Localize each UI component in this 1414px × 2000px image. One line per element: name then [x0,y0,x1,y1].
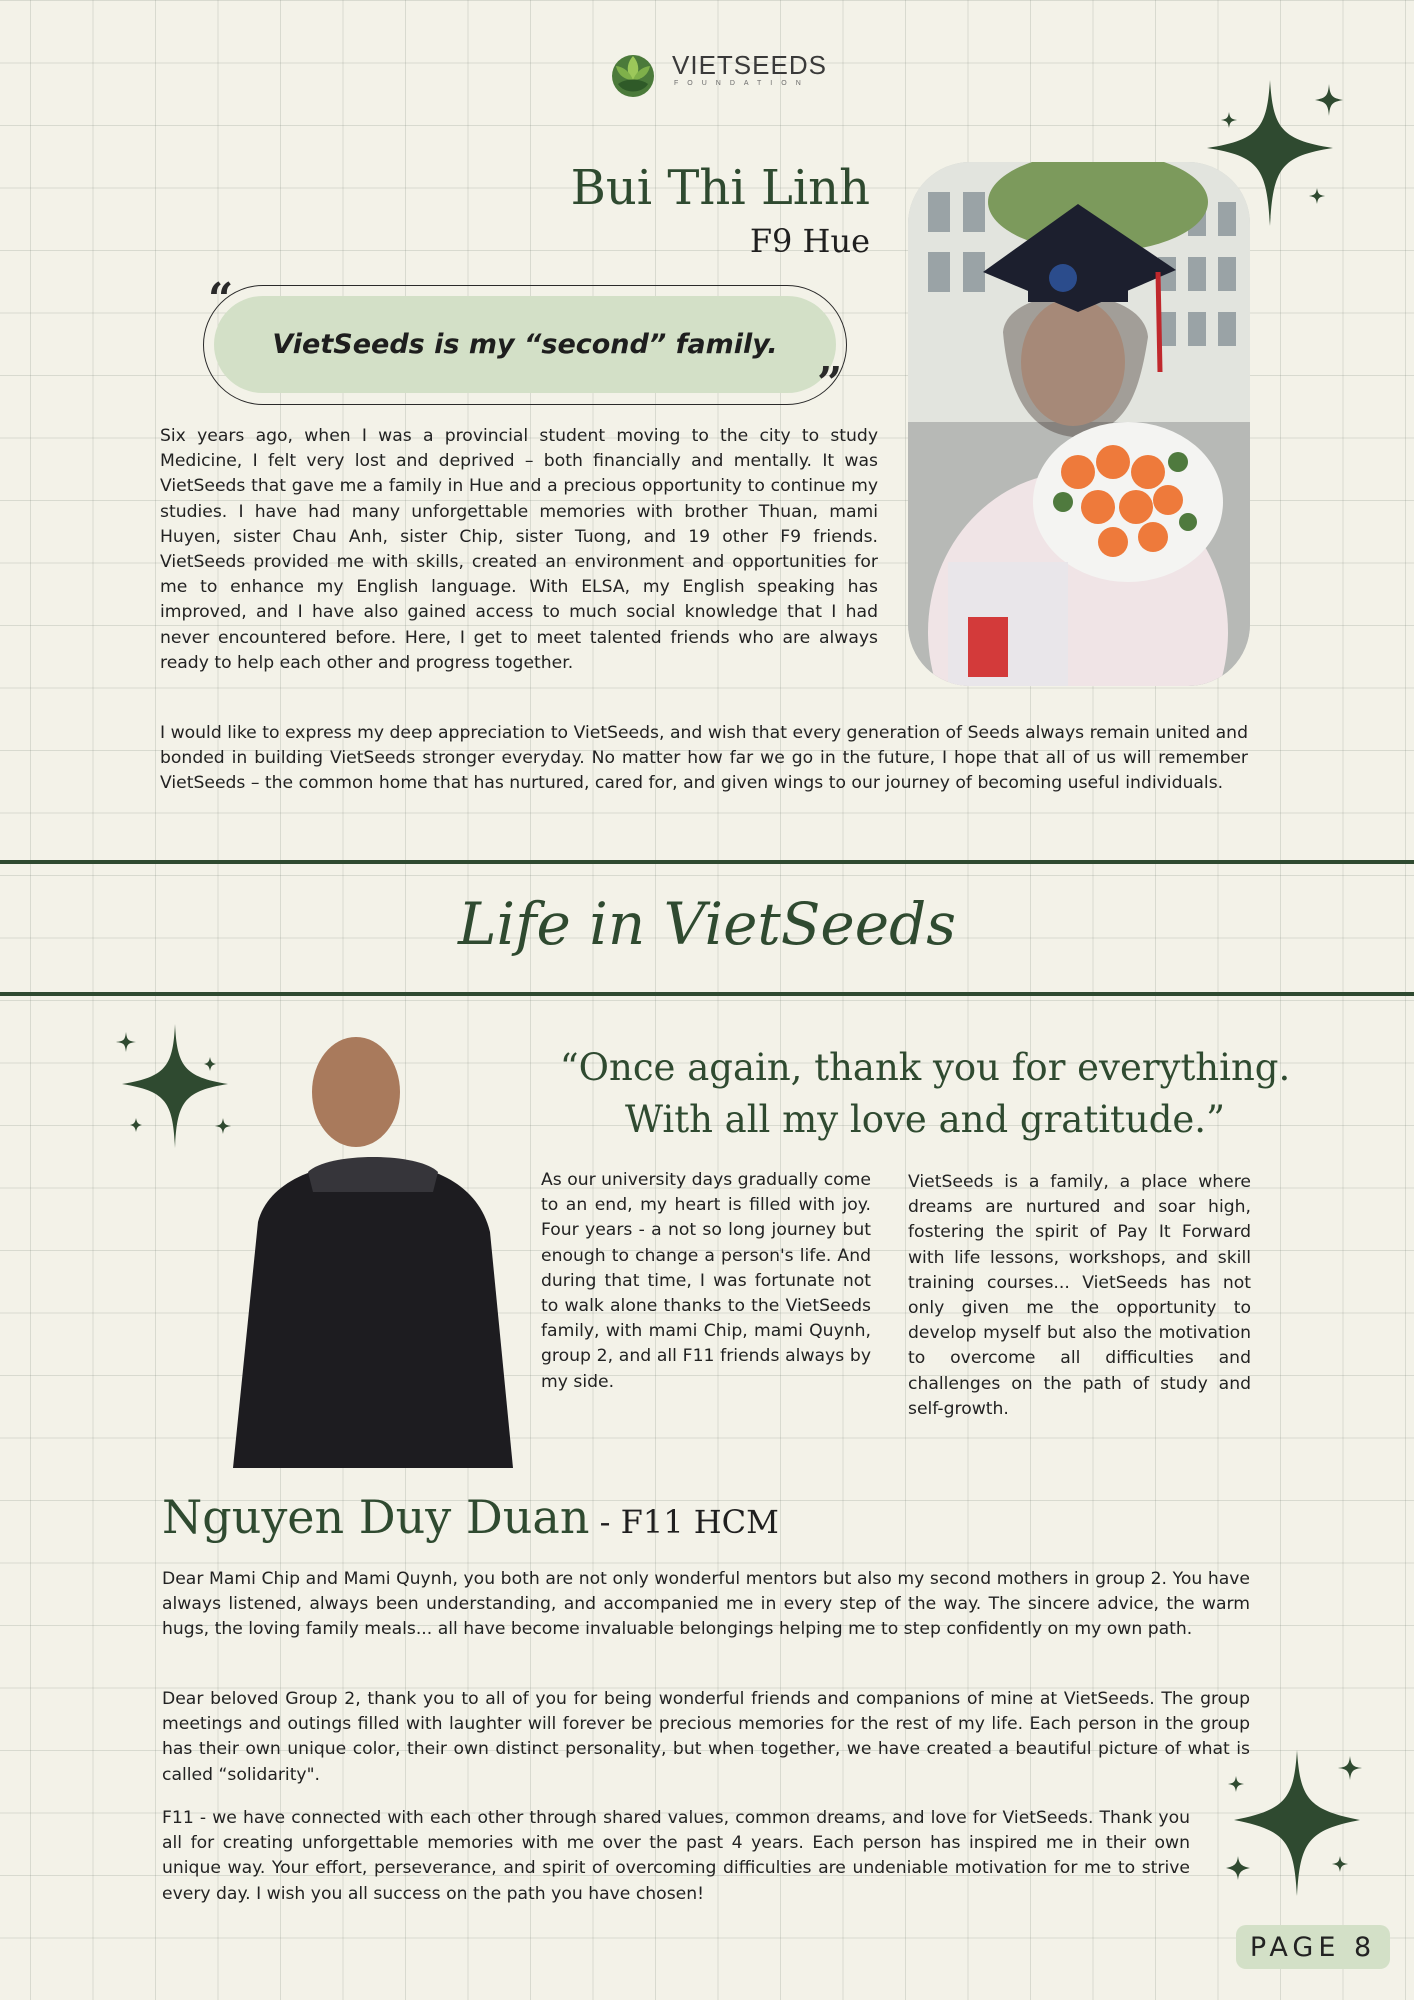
gratitude-quote [540,1042,1310,1146]
quote-pill [214,296,836,393]
sparkle-icon [110,1022,240,1152]
profile1-cohort: F9 Hue [749,222,870,260]
profile2-name: Nguyen Duy Duan [162,1490,590,1544]
open-quote-icon: “ [208,274,234,325]
profile1-paragraph-1: Six years ago, when I was a provincial student moving to the city to study Medicine, I felt very lost and deprived – both financially and mentally. It was VietSeeds that gave me a family in Hue and a precious opportunity to continue my studies. I have had many unforgettable memories with brother Thuan, mami Huyen, sister Chau Anh, sister Chip, sister Tuong, and 19 other F9 friends. VietSeeds provided me with skills, created an environment and opportunities for me to enhance my English language. With ELSA, my English speaking has improved, and I have also gained access to much social knowledge that I had never encountered before. Here, I get to meet talented friends who are always ready to help each other and progress together. [160,426,878,673]
profile2-paragraph-1: Dear Mami Chip and Mami Quynh, you both are not only wonderful mentors but also my second mothers in group 2. You have always listened, always been understanding, and accompanied me in every step of the way. The sincere advice, the warm hugs, the loving family meals... all have become invaluable belongings helping me to step confidently on my own path. [162,1569,1250,1640]
logo-name: VIETSEEDS [672,50,827,80]
section-rule-top [0,860,1414,864]
graduation-photo [908,162,1250,686]
leaf-logo-icon [606,46,660,100]
close-quote-icon: ” [817,358,843,409]
section-title: Life in VietSeeds [458,890,956,958]
profile2-paragraph-3: F11 - we have connected with each other through shared values, common dreams, and love for VietSeeds. Thank you all for creating unforgettable memories with me over the past 4 years. Each person has inspired me in their own unique way. Your effort, perseverance, and spirit of overcoming difficulties are undeniable motivation for me to strive every day. I wish you all success on the path you have chosen! [162,1808,1190,1904]
portrait-photo [228,1022,518,1468]
profile1-paragraph-2: I would like to express my deep appreciation to VietSeeds, and wish that every generation of Seeds always remain united and bonded in building VietSeeds stronger everyday. No matter how far we go in the future, I hope that all of us will remember VietSeeds – the common home that has nurtured, cared for, and given wings to our journey of becoming useful individuals. [160,723,1248,794]
profile2-paragraph-2: Dear beloved Group 2, thank you to all of you for being wonderful friends and companions of mine at VietSeeds. The group meetings and outings filled with laughter will forever be precious memories for the rest of my life. Each person in the group has their own unique color, their own distinct personality, but when together, we have created a beautiful picture of what is called “solidarity". [162,1689,1250,1785]
profile2-heading [162,1490,779,1544]
page-number-badge: PAGE 8 [1236,1925,1390,1969]
profile1-name: Bui Thi Linh [570,160,870,216]
profile2-cohort: - F11 HCM [589,1503,779,1541]
sparkle-icon [1222,1748,1362,1898]
logo-subtitle: FOUNDATION [674,80,810,87]
portrait-photo-icon [228,1022,518,1468]
profile2-column-2: VietSeeds is a family, a place where dreams are nurtured and soar high, fostering the spirit of Pay It Forward with life lessons, workshops, and skill training courses... VietSeeds has not only given me the opportunity to develop myself but also the motivation to overcome all difficulties and challenges on the path of study and self-growth. [908,1172,1251,1419]
gratitude-quote-line-2: With all my love and gratitude.” [624,1098,1225,1141]
section-rule-bottom [0,992,1414,996]
profile2-column-1: As our university days gradually come to an end, my heart is filled with joy. Four years - a not so long journey but enough to change a person's life. And during that time, I was fortunate not to walk alone thanks to the VietSeeds family, with mami Chip, mami Quynh, group 2, and all F11 friends always by my side. [541,1170,871,1392]
graduation-photo-icon [908,162,1250,686]
foundation-logo [606,46,827,100]
profile1-quote: VietSeeds is my “second” family. [272,329,778,360]
gratitude-quote-line-1: “Once again, thank you for everything. [559,1046,1291,1089]
